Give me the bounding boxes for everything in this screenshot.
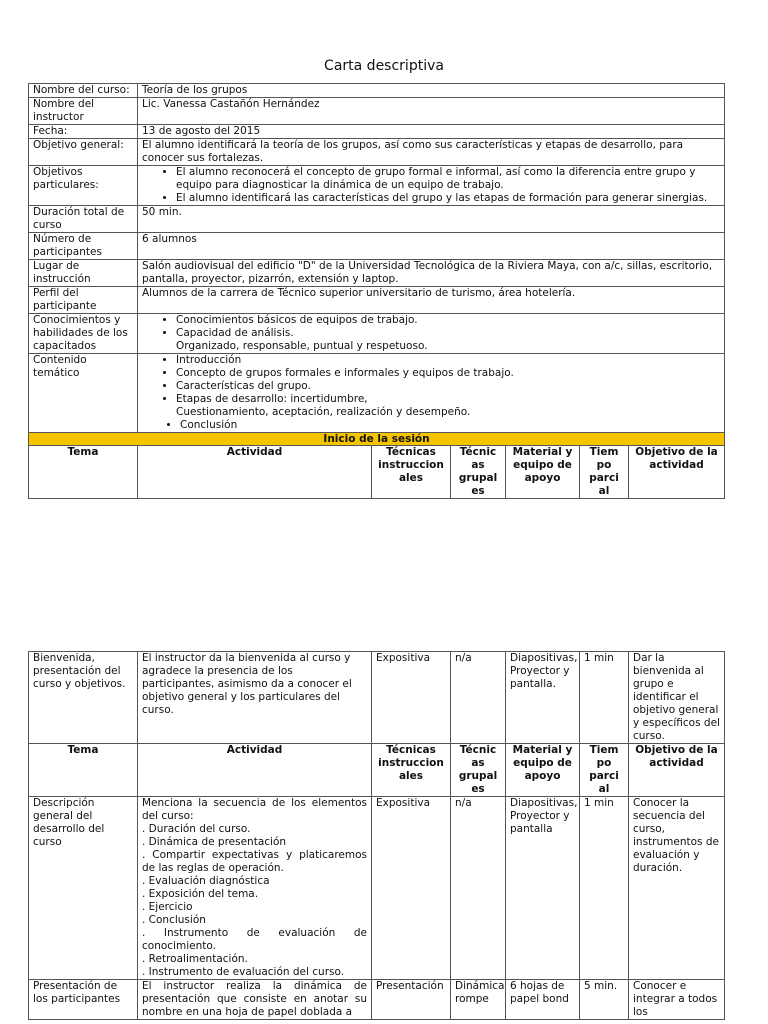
info-label: Contenido temático [29, 354, 138, 433]
info-label: Objetivos particulares: [29, 166, 138, 206]
header-tiempo: Tiem po parci al [580, 744, 629, 797]
cell-tiempo: 5 min. [580, 980, 629, 1020]
info-row [29, 233, 725, 260]
actividad-item: . Conclusión [142, 914, 206, 926]
cell-objetivo: Conocer la secuencia del curso, instrumentos de evaluación y duración. [629, 797, 725, 980]
actividad-item: . Evaluación diagnóstica [142, 875, 270, 887]
info-row [29, 139, 725, 166]
info-label: Nombre del instructor [29, 98, 138, 125]
objetivos-list [142, 166, 720, 205]
actividad-item: . Exposición del tema. [142, 888, 259, 900]
actividad-item: . Dinámica de presentación [142, 836, 287, 848]
info-value: 6 alumnos [138, 233, 725, 260]
list-item: • Introducción [176, 354, 720, 367]
info-value: Lic. Vanessa Castañón Hernández [138, 98, 725, 125]
info-value: 50 min. [138, 206, 725, 233]
info-label: Nombre del curso: [29, 84, 138, 98]
info-row [29, 287, 725, 314]
info-label: Perfil del participante [29, 287, 138, 314]
info-label: Conocimientos y habilidades de los capacitados [29, 314, 138, 354]
actividad-item: . Compartir expectativas y platicaremos de las reglas de operación. [142, 849, 367, 874]
actividad-intro: Menciona la secuencia de los elementos del curso: [142, 797, 367, 822]
cell-material: Diapositivas, Proyector y pantalla [506, 797, 580, 980]
cell-tecnica-instr: Presentación [372, 980, 451, 1020]
header-tecnicas-instruccionales: Técnicas instruccion ales [372, 446, 451, 499]
info-label: Duración total de curso [29, 206, 138, 233]
header-tecnicas-grupales: Técnic as grupal es [451, 446, 506, 499]
list-item: • Concepto de grupos formales e informales y equipos de trabajo. [176, 367, 720, 380]
list-item: • Etapas de desarrollo: incertidumbre, [176, 393, 720, 406]
header-objetivo: Objetivo de la actividad [629, 744, 725, 797]
session-header-row [29, 446, 725, 499]
page-title: Carta descriptiva [324, 58, 444, 74]
cell-tecnica-grupal: Dinámica rompe [451, 980, 506, 1020]
header-tiempo: Tiem po parci al [580, 446, 629, 499]
header-actividad: Actividad [138, 446, 372, 499]
contenido-list-last [142, 419, 720, 432]
conocimientos-list [142, 314, 720, 340]
actividad-item: . Duración del curso. [142, 823, 251, 835]
cell-material: 6 hojas de papel bond [506, 980, 580, 1020]
info-value: Salón audiovisual del edificio "D" de la Universidad Tecnológica de la Riviera Maya, con a/c, sillas, escritorio, pantalla, proyector, pizarrón, extensión y laptop. [138, 260, 725, 287]
cell-tema: Bienvenida, presentación del curso y objetivos. [29, 652, 138, 744]
info-value: 13 de agosto del 2015 [138, 125, 725, 139]
info-label: Número de participantes [29, 233, 138, 260]
header-tecnicas-instruccionales: Técnicas instruccion ales [372, 744, 451, 797]
cell-tiempo: 1 min [580, 797, 629, 980]
actividad-item: . Instrumento de evaluación del curso. [142, 966, 345, 978]
session-banner: Inicio de la sesión [29, 433, 725, 446]
contenido-list [142, 354, 720, 406]
cell-tema: Descripción general del desarrollo del curso [29, 797, 138, 980]
list-item: • Conclusión [180, 419, 720, 432]
info-row [29, 98, 725, 125]
list-item: • Capacidad de análisis. [176, 327, 720, 340]
contenido-extra: Cuestionamiento, aceptación, realización y desempeño. [176, 406, 471, 418]
info-row-objetivos [29, 166, 725, 206]
course-info-table [28, 83, 725, 499]
info-label: Objetivo general: [29, 139, 138, 166]
cell-tema: Presentación de los participantes [29, 980, 138, 1020]
actividad-item: . Ejercicio [142, 901, 193, 913]
table-row [29, 797, 725, 980]
info-row [29, 125, 725, 139]
cell-objetivo: Conocer e integrar a todos los [629, 980, 725, 1020]
header-material: Material y equipo de apoyo [506, 744, 580, 797]
header-tema: Tema [29, 446, 138, 499]
list-item: • El alumno identificará las características del grupo y las etapas de formación para generar sinergias. [176, 192, 720, 205]
list-item: • El alumno reconocerá el concepto de grupo formal e informal, así como la diferencia entre grupo y equipo para diagnosticar la dinámica de un equipo de trabajo. [176, 166, 720, 192]
list-item: • Conocimientos básicos de equipos de trabajo. [176, 314, 720, 327]
header-objetivo: Objetivo de la actividad [629, 446, 725, 499]
cell-tecnica-grupal: n/a [451, 797, 506, 980]
conocimientos-cell [138, 314, 725, 354]
header-tema: Tema [29, 744, 138, 797]
info-row [29, 206, 725, 233]
session-table [28, 651, 725, 1020]
objetivos-list-cell [138, 166, 725, 206]
session-banner-row [29, 433, 725, 446]
cell-tiempo: 1 min [580, 652, 629, 744]
session-header-row [29, 744, 725, 797]
actividad-item: . Instrumento de evaluación de conocimiento. [142, 927, 367, 952]
table-row [29, 652, 725, 744]
conocimientos-extra: Organizado, responsable, puntual y respetuoso. [176, 340, 428, 352]
info-label: Lugar de instrucción [29, 260, 138, 287]
header-material: Material y equipo de apoyo [506, 446, 580, 499]
contenido-cell [138, 354, 725, 433]
header-actividad: Actividad [138, 744, 372, 797]
cell-actividad: El instructor da la bienvenida al curso y agradece la presencia de los participantes, asimismo da a conocer el objetivo general y los particulares del curso. [138, 652, 372, 744]
info-value: Teoría de los grupos [138, 84, 725, 98]
cell-tecnica-grupal: n/a [451, 652, 506, 744]
info-row-contenido [29, 354, 725, 433]
info-value: Alumnos de la carrera de Técnico superior universitario de turismo, área hotelería. [138, 287, 725, 314]
cell-tecnica-instr: Expositiva [372, 797, 451, 980]
info-row-conocimientos [29, 314, 725, 354]
list-item: • Características del grupo. [176, 380, 720, 393]
cell-actividad [138, 797, 372, 980]
info-row [29, 260, 725, 287]
cell-material: Diapositivas, Proyector y pantalla. [506, 652, 580, 744]
header-tecnicas-grupales: Técnic as grupal es [451, 744, 506, 797]
cell-tecnica-instr: Expositiva [372, 652, 451, 744]
cell-actividad: El instructor realiza la dinámica de presentación que consiste en anotar su nombre en una hoja de papel doblada a [138, 980, 372, 1020]
info-row [29, 84, 725, 98]
table-row [29, 980, 725, 1020]
actividad-item: . Retroalimentación. [142, 953, 248, 965]
info-value: El alumno identificará la teoría de los grupos, así como sus características y etapas de desarrollo, para conocer sus fortalezas. [138, 139, 725, 166]
cell-objetivo: Dar la bienvenida al grupo e identificar el objetivo general y específicos del curso. [629, 652, 725, 744]
info-label: Fecha: [29, 125, 138, 139]
